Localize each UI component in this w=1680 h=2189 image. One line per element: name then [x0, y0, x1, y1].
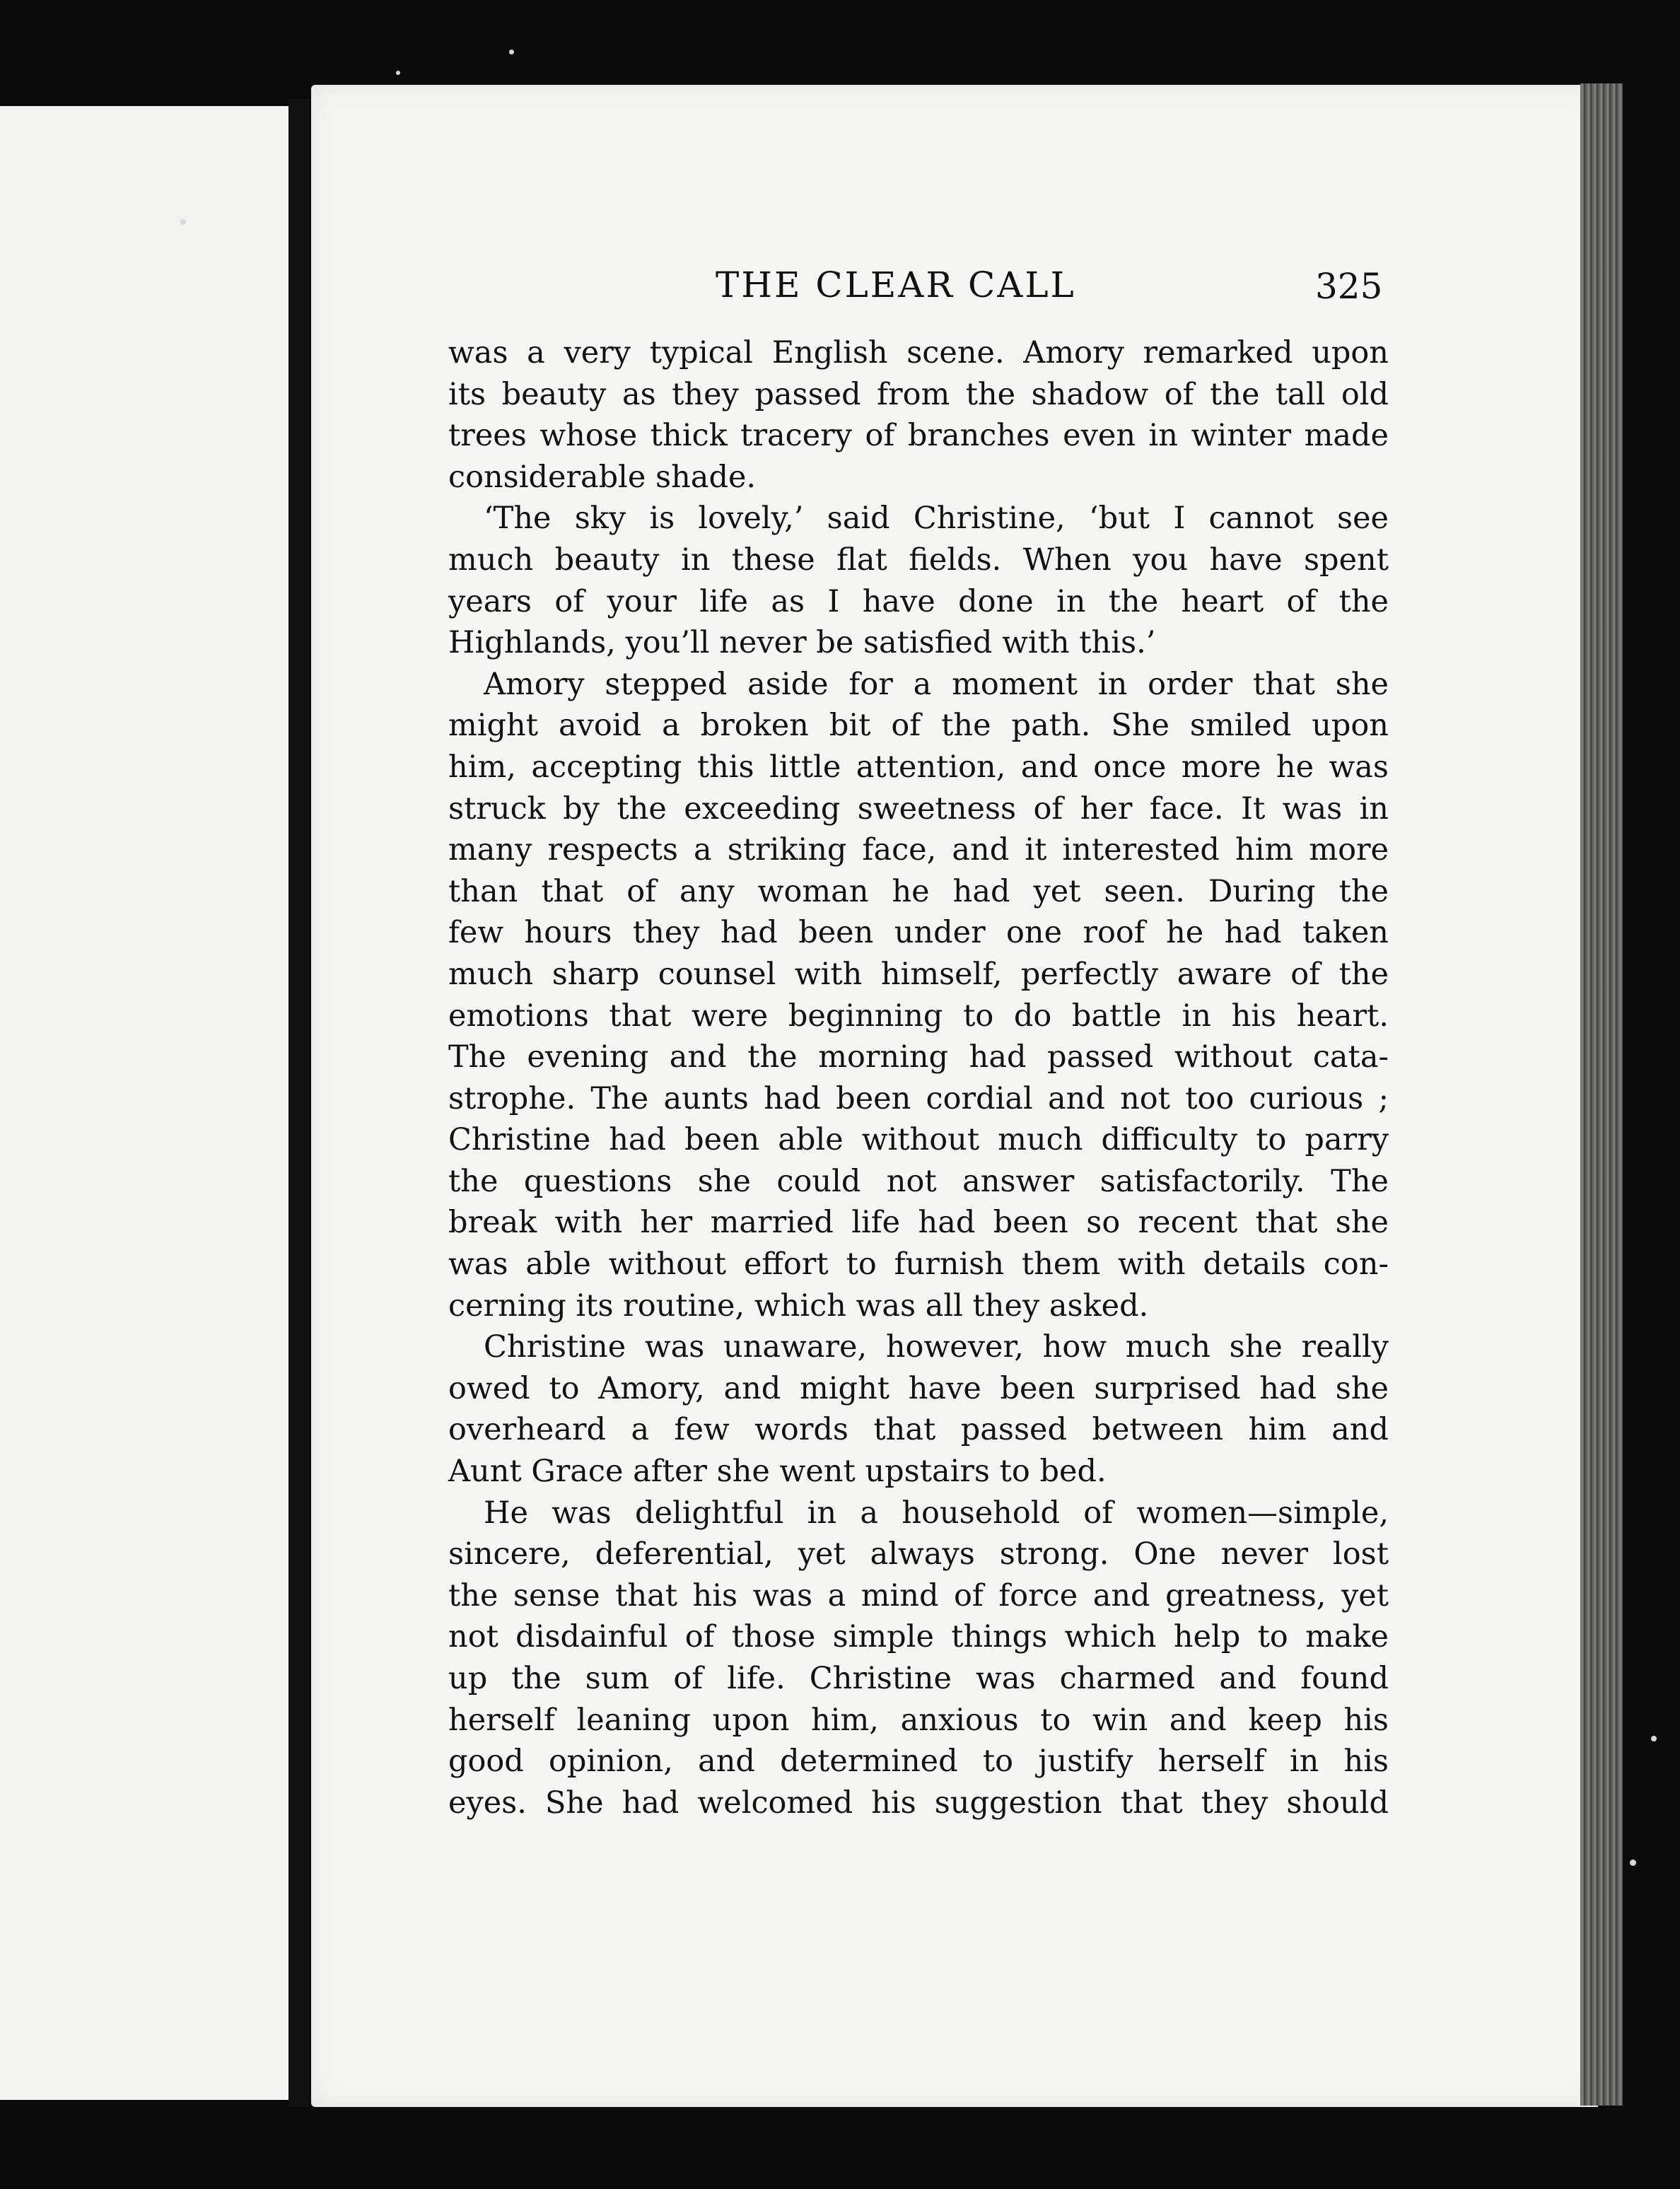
text-line: not disdainful of those simple things which help to make [448, 1619, 1389, 1655]
text-line: struck by the exceeding sweetness of her face. It was in [448, 790, 1389, 827]
text-line: the questions she could not answer satisfactorily. The [448, 1163, 1389, 1199]
text-line: ‘The sky is lovely,’ said Christine, ‘but I cannot see [484, 501, 1389, 537]
text-line: cerning its routine, which was all they asked. [448, 1288, 1149, 1324]
text-line: sincere, deferential, yet always strong. One never lost [448, 1536, 1389, 1572]
text-line: overheard a few words that passed between him and [448, 1412, 1389, 1448]
text-line: He was delightful in a household of women—simple, [484, 1495, 1389, 1531]
page-edges [1580, 83, 1623, 2106]
text-line: Aunt Grace after she went upstairs to bed. [448, 1454, 1107, 1490]
book-gutter [288, 99, 310, 2107]
page-body-text [448, 332, 1389, 1823]
scan-speck [180, 219, 186, 225]
text-line: much sharp counsel with himself, perfectly aware of the [448, 956, 1389, 992]
page-number: 325 [1315, 266, 1383, 307]
text-line: Amory stepped aside for a moment in order that she [484, 666, 1389, 702]
text-line: owed to Amory, and might have been surprised had she [448, 1370, 1389, 1406]
text-line: the sense that his was a mind of force and greatness, yet [448, 1577, 1389, 1613]
text-line: eyes. She had welcomed his suggestion that they should [448, 1785, 1389, 1821]
text-line: good opinion, and determined to justify herself in his [448, 1744, 1389, 1780]
text-line: its beauty as they passed from the shadow of the tall old [448, 376, 1389, 412]
text-line: few hours they had been under one roof he had taken [448, 915, 1389, 951]
text-line: him, accepting this little attention, and once more he was [448, 749, 1389, 785]
scan-speck [396, 71, 400, 75]
scan-speck [1651, 1736, 1657, 1741]
previous-page [0, 106, 297, 2100]
text-line: Christine was unaware, however, how much she really [484, 1329, 1389, 1365]
text-line: strophe. The aunts had been cordial and not too curious ; [448, 1080, 1389, 1116]
running-head: THE CLEAR CALL [716, 264, 1076, 305]
text-line: Christine had been able without much difficulty to parry [448, 1122, 1389, 1158]
text-line: Highlands, you’ll never be satisfied with this.’ [448, 625, 1156, 661]
text-line: than that of any woman he had yet seen. During the [448, 873, 1389, 909]
text-line: The evening and the morning had passed without cata- [448, 1039, 1389, 1075]
scan-speck [1630, 1860, 1636, 1866]
text-line: might avoid a broken bit of the path. She smiled upon [448, 708, 1389, 744]
text-line: trees whose thick tracery of branches even in winter made [448, 418, 1389, 454]
text-line: was a very typical English scene. Amory remarked upon [448, 335, 1389, 370]
text-line: many respects a striking face, and it interested him more [448, 832, 1389, 868]
text-line: was able without effort to furnish them with details con- [448, 1247, 1389, 1283]
text-line: much beauty in these flat fields. When you have spent [448, 542, 1389, 578]
text-line: years of your life as I have done in the heart of the [448, 583, 1389, 619]
text-line: break with her married life had been so recent that she [448, 1205, 1389, 1241]
text-line: emotions that were beginning to do battle in his heart. [448, 998, 1389, 1034]
scan-speck [509, 49, 514, 54]
text-line: considerable shade. [448, 459, 757, 495]
text-line: herself leaning upon him, anxious to win and keep his [448, 1702, 1389, 1738]
text-line: up the sum of life. Christine was charmed and found [448, 1661, 1389, 1696]
